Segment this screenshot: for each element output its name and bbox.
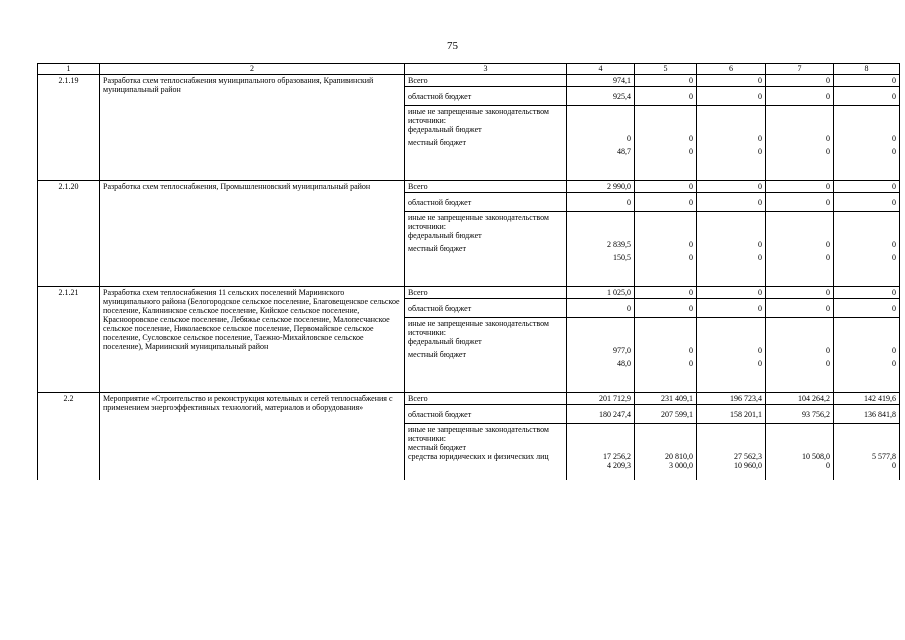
value-cell: 0	[892, 359, 896, 368]
value-cell: 0	[892, 346, 896, 355]
value-cell: 0	[635, 87, 697, 106]
value-cell-group	[567, 212, 635, 287]
value-cell: 5 577,8	[872, 452, 896, 461]
value-cell: 142 419,6	[834, 393, 900, 405]
value-cell: 0	[834, 299, 900, 318]
value-cell: 136 841,8	[834, 405, 900, 424]
header-cell: 7	[766, 64, 834, 75]
spacer	[570, 319, 631, 346]
header-cell: 4	[567, 64, 635, 75]
row-description: Мероприятие «Строительство и реконструкция котельных и сетей теплоснабжения с применением энергоэффективных технологий, материалов и оборудования»	[100, 393, 405, 481]
value-cell: 977,0	[613, 346, 631, 355]
other-sources-label: иные не запрещенные законодательством источники:	[408, 107, 549, 125]
value-cell: 0	[697, 87, 766, 106]
spacer	[700, 213, 762, 240]
value-cell-group	[697, 212, 766, 287]
sub-source-label: федеральный бюджет	[408, 125, 482, 134]
header-cell: 3	[405, 64, 567, 75]
value-cell: 0	[834, 181, 900, 193]
value-cell: 2 839,5	[607, 240, 631, 249]
value-cell: 0	[758, 147, 762, 156]
value-cell: 0	[689, 346, 693, 355]
spacer	[700, 425, 762, 452]
value-cell-group	[635, 424, 697, 481]
value-cell-group	[766, 318, 834, 393]
row-code: 2.1.20	[38, 181, 100, 287]
value-cell: 0	[635, 287, 697, 299]
spacer	[769, 213, 830, 240]
value-cell: 196 723,4	[697, 393, 766, 405]
value-cell: 0	[826, 346, 830, 355]
value-cell: 0	[697, 75, 766, 87]
row-description: Разработка схем теплоснабжения муниципального образования, Крапивинский муниципальный район	[100, 75, 405, 181]
value-cell: 0	[892, 134, 896, 143]
header-cell: 5	[635, 64, 697, 75]
spacer	[638, 319, 693, 346]
row-code: 2.1.21	[38, 287, 100, 393]
value-cell: 1 025,0	[567, 287, 635, 299]
spacer	[769, 319, 830, 346]
spacer	[408, 258, 563, 285]
spacer	[638, 213, 693, 240]
source-label: Всего	[405, 393, 567, 405]
value-cell: 10 960,0	[734, 461, 762, 470]
sub-source-label: федеральный бюджет	[408, 231, 482, 240]
value-cell: 0	[635, 75, 697, 87]
budget-table	[37, 63, 900, 480]
header-cell: 2	[100, 64, 405, 75]
value-cell: 0	[697, 287, 766, 299]
value-cell: 0	[627, 134, 631, 143]
spacer	[638, 425, 693, 452]
spacer	[837, 107, 896, 134]
other-sources-cell	[405, 106, 567, 181]
spacer	[570, 107, 631, 134]
value-cell: 0	[689, 147, 693, 156]
sub-source-label: местный бюджет	[408, 138, 466, 147]
source-label: Всего	[405, 287, 567, 299]
value-cell: 180 247,4	[567, 405, 635, 424]
value-cell: 17 256,2	[603, 452, 631, 461]
spacer	[408, 364, 563, 391]
value-cell: 0	[697, 181, 766, 193]
value-cell: 0	[834, 87, 900, 106]
value-cell: 925,4	[567, 87, 635, 106]
value-cell-group	[697, 318, 766, 393]
value-cell: 0	[826, 147, 830, 156]
value-cell-group	[766, 212, 834, 287]
value-cell: 0	[689, 134, 693, 143]
value-cell: 0	[892, 461, 896, 470]
value-cell: 0	[766, 193, 834, 212]
spacer	[837, 425, 896, 452]
source-label: Всего	[405, 181, 567, 193]
value-cell: 0	[892, 147, 896, 156]
value-cell: 0	[635, 193, 697, 212]
value-cell-group	[834, 424, 900, 481]
value-cell-group	[766, 424, 834, 481]
value-cell: 974,1	[567, 75, 635, 87]
value-cell-group	[567, 424, 635, 481]
value-cell: 0	[826, 461, 830, 470]
value-cell: 0	[766, 87, 834, 106]
value-cell: 0	[766, 181, 834, 193]
other-sources-label: иные не запрещенные законодательством источники:	[408, 425, 549, 443]
spacer	[700, 319, 762, 346]
value-cell: 0	[758, 253, 762, 262]
value-cell: 207 599,1	[635, 405, 697, 424]
value-cell: 0	[758, 346, 762, 355]
value-cell-group	[567, 318, 635, 393]
sub-source-label: средства юридических и физических лиц	[408, 452, 549, 461]
sub-source-label: местный бюджет	[408, 443, 466, 452]
row-description: Разработка схем теплоснабжения 11 сельских поселений Мариинского муниципального района (Белогородское сельское поселение, Благовещенское сельское поселение, Калининское сельское поселение, Кийское сельское поселение, Краснооровское сельское поселение, Лебяжье сельское поселение, Малопесчанское сельское поселение, Николаевское сельское поселение, Первомайское сельское поселение, Сусловское сельское поселение, Таежно-Михайловское сельское поселение), Мариинский муниципальный район	[100, 287, 405, 393]
row-description: Разработка схем теплоснабжения, Промышленновский муниципальный район	[100, 181, 405, 287]
source-label: областной бюджет	[405, 299, 567, 318]
value-cell-group	[635, 106, 697, 181]
value-cell: 0	[635, 181, 697, 193]
spacer	[570, 425, 631, 452]
other-sources-cell	[405, 424, 567, 481]
value-cell: 0	[567, 299, 635, 318]
header-row	[38, 64, 900, 75]
spacer	[570, 213, 631, 240]
value-cell: 0	[758, 134, 762, 143]
spacer	[408, 152, 563, 179]
row-code: 2.1.19	[38, 75, 100, 181]
spacer	[837, 319, 896, 346]
value-cell: 48,0	[617, 359, 631, 368]
spacer	[837, 213, 896, 240]
value-cell: 0	[758, 240, 762, 249]
value-cell-group	[834, 106, 900, 181]
value-cell: 0	[834, 193, 900, 212]
spacer	[700, 107, 762, 134]
source-label: областной бюджет	[405, 87, 567, 106]
value-cell-group	[635, 318, 697, 393]
value-cell: 0	[834, 287, 900, 299]
other-sources-label: иные не запрещенные законодательством источники:	[408, 319, 549, 337]
value-cell-group	[697, 424, 766, 481]
value-cell: 158 201,1	[697, 405, 766, 424]
value-cell: 0	[892, 240, 896, 249]
source-label: областной бюджет	[405, 405, 567, 424]
sub-source-label: местный бюджет	[408, 350, 466, 359]
spacer	[408, 461, 563, 472]
value-cell: 48,7	[617, 147, 631, 156]
value-cell: 0	[758, 359, 762, 368]
value-cell: 0	[697, 299, 766, 318]
value-cell: 10 508,0	[802, 452, 830, 461]
value-cell: 0	[689, 240, 693, 249]
sub-source-label: местный бюджет	[408, 244, 466, 253]
value-cell: 0	[766, 75, 834, 87]
header-cell: 6	[697, 64, 766, 75]
value-cell-group	[766, 106, 834, 181]
spacer	[638, 107, 693, 134]
value-cell: 104 264,2	[766, 393, 834, 405]
header-cell: 1	[38, 64, 100, 75]
value-cell-group	[834, 212, 900, 287]
value-cell: 0	[766, 287, 834, 299]
value-cell: 0	[689, 253, 693, 262]
header-cell: 8	[834, 64, 900, 75]
table-row	[38, 181, 900, 193]
value-cell: 0	[826, 240, 830, 249]
value-cell: 0	[826, 253, 830, 262]
value-cell: 4 209,3	[607, 461, 631, 470]
page-number: 75	[447, 40, 458, 52]
value-cell: 0	[826, 134, 830, 143]
other-sources-cell	[405, 212, 567, 287]
value-cell: 150,5	[613, 253, 631, 262]
value-cell: 93 756,2	[766, 405, 834, 424]
value-cell: 0	[826, 359, 830, 368]
table-row	[38, 287, 900, 299]
source-label: областной бюджет	[405, 193, 567, 212]
value-cell-group	[635, 212, 697, 287]
value-cell: 0	[834, 75, 900, 87]
value-cell: 0	[567, 193, 635, 212]
value-cell: 0	[766, 299, 834, 318]
value-cell-group	[567, 106, 635, 181]
spacer	[769, 107, 830, 134]
sub-source-label: федеральный бюджет	[408, 337, 482, 346]
source-label: Всего	[405, 75, 567, 87]
table-row	[38, 393, 900, 405]
other-sources-cell	[405, 318, 567, 393]
value-cell: 201 712,9	[567, 393, 635, 405]
value-cell: 0	[635, 299, 697, 318]
spacer	[769, 425, 830, 452]
value-cell: 231 409,1	[635, 393, 697, 405]
value-cell: 3 000,0	[669, 461, 693, 470]
row-code: 2.2	[38, 393, 100, 481]
value-cell: 27 562,3	[734, 452, 762, 461]
table-row	[38, 75, 900, 87]
value-cell: 0	[689, 359, 693, 368]
value-cell-group	[834, 318, 900, 393]
value-cell: 0	[697, 193, 766, 212]
value-cell: 20 810,0	[665, 452, 693, 461]
value-cell-group	[697, 106, 766, 181]
other-sources-label: иные не запрещенные законодательством источники:	[408, 213, 549, 231]
value-cell: 0	[892, 253, 896, 262]
value-cell: 2 990,0	[567, 181, 635, 193]
